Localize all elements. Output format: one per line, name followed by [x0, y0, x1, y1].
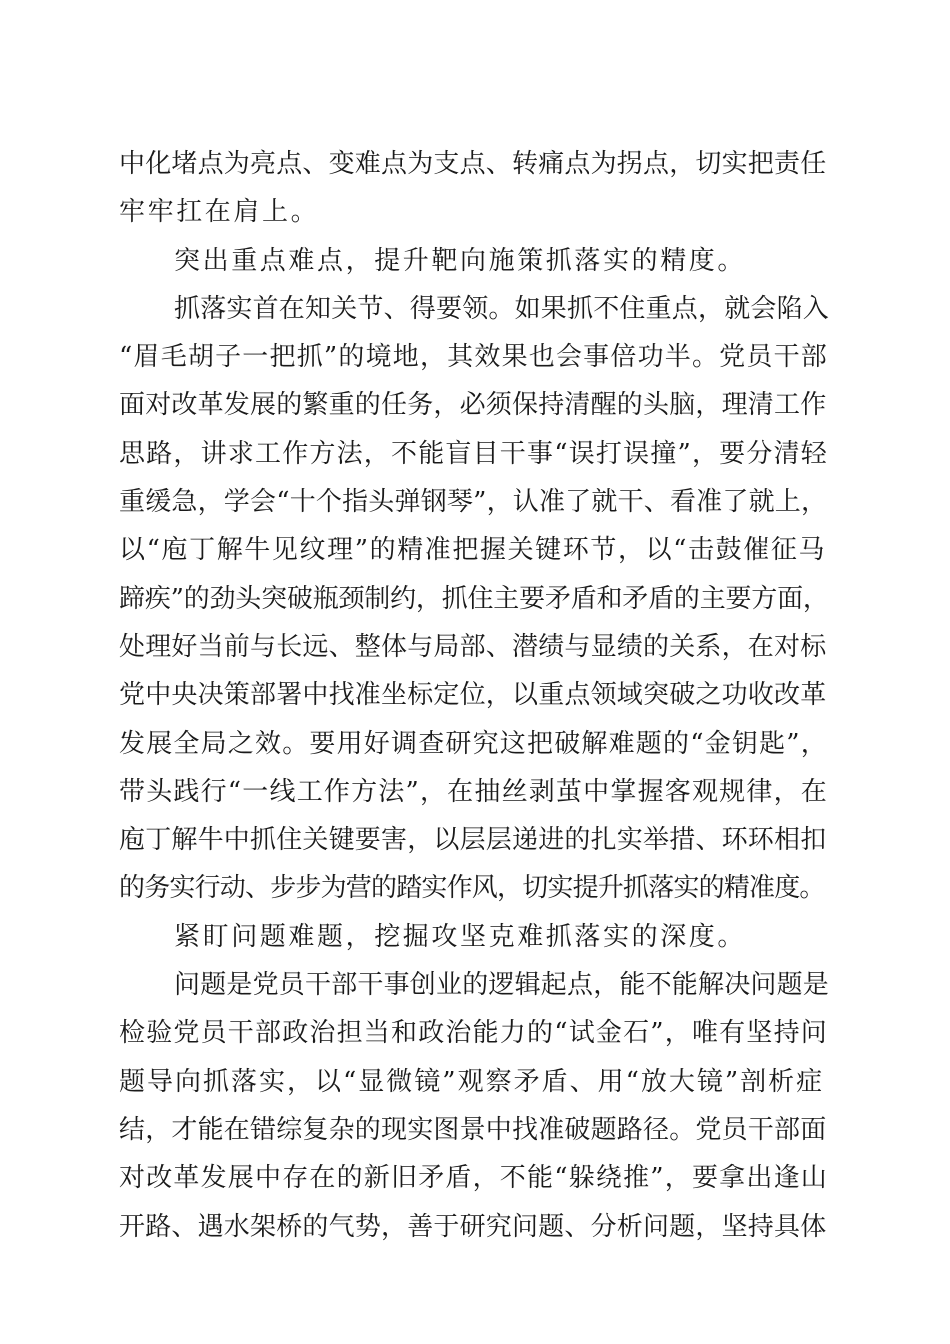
text-line: 处理好当前与长远、整体与局部、潜绩与显绩的关系，在对标	[119, 631, 827, 662]
text-line: 牢牢扛在肩上。	[119, 197, 320, 228]
text-line: 开路、遇水架桥的气势，善于研究问题、分析问题，坚持具体	[119, 1211, 827, 1242]
text-line: 问题是党员干部干事创业的逻辑起点，能不能解决问题是	[174, 970, 830, 1001]
text-line: 题导向抓落实，以“显微镜”观察矛盾、用“放大镜”剖析症	[119, 1066, 825, 1097]
text-line: 突出重点难点，提升靶向施策抓落实的精度。	[174, 245, 747, 276]
text-line: 结，才能在错综复杂的现实图景中找准破题路径。党员干部面	[119, 1114, 827, 1145]
text-line: 面对改革发展的繁重的任务，必须保持清醒的头脑，理清工作	[119, 390, 827, 421]
text-line: 党中央决策部署中找准坐标定位，以重点领域突破之功收改革	[119, 680, 827, 711]
text-line: 以“庖丁解牛见纹理”的精准把握关键环节，以“击鼓催征马	[119, 535, 827, 566]
document-body	[119, 140, 829, 1251]
text-line: 检验党员干部政治担当和政治能力的“试金石”，唯有坚持问	[119, 1018, 828, 1049]
text-line: 紧盯问题难题，挖掘攻坚克难抓落实的深度。	[174, 921, 747, 952]
text-line: 发展全局之效。要用好调查研究这把破解难题的“金钥匙”，	[119, 728, 828, 759]
text-line: 的务实行动、步步为营的踏实作风，切实提升抓落实的精准度。	[119, 873, 825, 904]
text-line: 蹄疾”的劲头突破瓶颈制约，抓住主要矛盾和矛盾的主要方面，	[119, 583, 829, 614]
text-line: 庖丁解牛中抓住关键要害，以层层递进的扎实举措、环环相扣	[119, 825, 827, 856]
text-line: “眉毛胡子一把抓”的境地，其效果也会事倍功半。党员干部	[119, 342, 828, 373]
text-line: 对改革发展中存在的新旧矛盾，不能“躲绕推”，要拿出逢山	[119, 1163, 828, 1194]
text-line: 带头践行“一线工作方法”，在抽丝剥茧中掌握客观规律，在	[119, 776, 828, 807]
text-line: 思路，讲求工作方法，不能盲目干事“误打误撞”，要分清轻	[119, 438, 828, 469]
text-line: 中化堵点为亮点、变难点为支点、转痛点为拐点，切实把责任	[119, 149, 827, 179]
text-line: 抓落实首在知关节、得要领。如果抓不住重点，就会陷入	[174, 293, 830, 324]
text-line: 重缓急，学会“十个指头弹钢琴”，认准了就干、看准了就上，	[119, 487, 828, 518]
